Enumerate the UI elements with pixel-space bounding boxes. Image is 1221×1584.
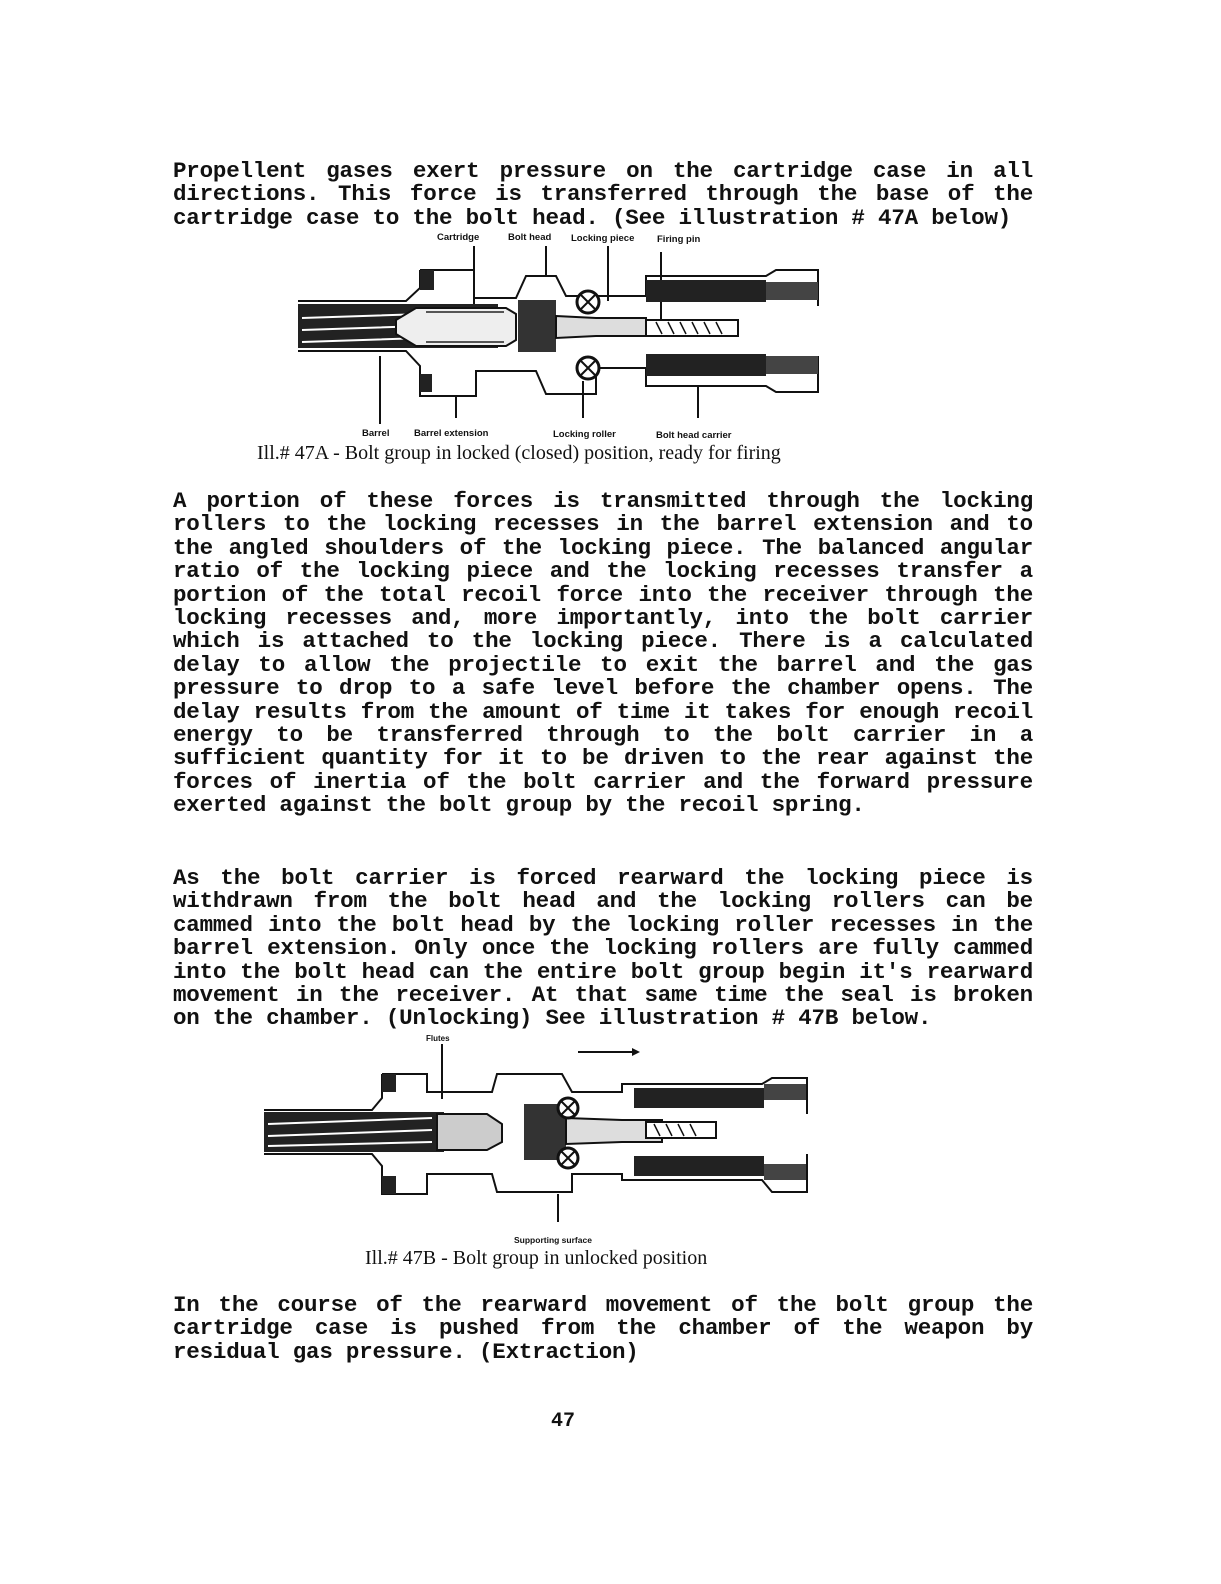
paragraph-extraction bbox=[173, 1294, 1033, 1364]
paragraph-intro-text: Propellent gases exert pressure on the cartridge case in all directions. This force is transferred through the base of the cartridge case to the bolt head. bbox=[173, 158, 1033, 231]
paragraph-unlocking bbox=[173, 867, 1033, 1031]
paragraph-unlocking-tail: See illustration # 47B below. bbox=[545, 1005, 932, 1032]
figure-47b-bolt-unlocked-diagram bbox=[262, 1044, 810, 1224]
label-barrel-extension: Barrel extension bbox=[414, 428, 489, 439]
label-locking-roller: Locking roller bbox=[553, 429, 616, 440]
label-barrel: Barrel bbox=[362, 428, 390, 439]
label-flutes: Flutes bbox=[426, 1034, 450, 1043]
label-firing-pin: Firing pin bbox=[657, 234, 701, 245]
paragraph-extraction-bold: (Extraction) bbox=[478, 1338, 639, 1365]
label-cartridge: Cartridge bbox=[437, 232, 480, 243]
figure-47a-bolt-locked-diagram bbox=[296, 246, 826, 426]
caption-figure-47a: Ill.# 47A - Bolt group in locked (closed) position, ready for firing bbox=[257, 442, 781, 464]
label-bolt-head: Bolt head bbox=[508, 232, 552, 243]
page-number: 47 bbox=[551, 1410, 576, 1433]
paragraph-extraction-text: In the course of the rearward movement of the bolt group the cartridge case is pushed from the chamber of the weapon by residual gas pressure. bbox=[173, 1292, 1033, 1365]
label-locking-piece: Locking piece bbox=[571, 233, 635, 244]
paragraph-intro-reference: (See illustration # 47A below) bbox=[611, 204, 1012, 231]
paragraph-unlocking-bold: (Unlocking) bbox=[385, 1005, 533, 1032]
label-bolt-head-carrier: Bolt head carrier bbox=[656, 430, 732, 441]
paragraph-unlocking-text: As the bolt carrier is forced rearward the locking piece is withdrawn from the bolt head and the locking rollers can be cammed into the bolt head by the locking roller recesses in the barrel extension. Only once the locking rollers are fully cammed into the bolt head can the entire bolt group begin it's rearward movement in the receiver. At that same time the seal is broken on the chamber. bbox=[173, 865, 1033, 1032]
paragraph-intro bbox=[173, 160, 1033, 230]
caption-figure-47b: Ill.# 47B - Bolt group in unlocked position bbox=[365, 1247, 708, 1269]
paragraph-forces: A portion of these forces is transmitted through the locking rollers to the locking recesses in the barrel extension and to the angled shoulders of the locking piece. The balanced angular ratio of the locking piece and the locking recesses transfer a portion of the total recoil force into the receiver through the locking recesses and, more importantly, into the bolt carrier which is attached to the locking piece. There is a calculated delay to allow the projectile to exit the barrel and the gas pressure to drop to a safe level before the chamber opens. The delay results from the amount of time it takes for enough recoil energy to be transferred through to the bolt carrier in a sufficient quantity for it to be driven to the rear against the forces of inertia of the bolt carrier and the forward pressure exerted against the bolt group by the recoil spring. bbox=[173, 488, 1033, 819]
label-supporting-surface: Supporting surface bbox=[514, 1235, 592, 1245]
